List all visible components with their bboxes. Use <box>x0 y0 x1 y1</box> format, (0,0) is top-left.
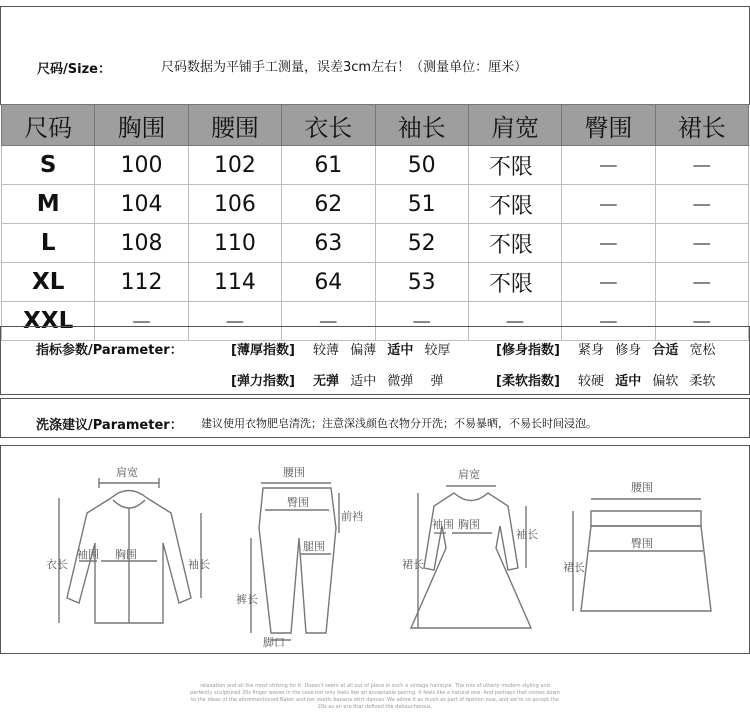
parameters-panel <box>0 326 750 395</box>
jacket-diagram <box>41 458 211 648</box>
cell-size: XXL <box>2 302 95 341</box>
header-skirt-length: 裙长 <box>655 105 748 146</box>
table-row <box>2 224 749 263</box>
cell-hip: － <box>562 146 655 185</box>
cell-chest: － <box>95 302 188 341</box>
pants-hip-label: 臀围 <box>287 496 309 509</box>
cell-chest: 108 <box>95 224 188 263</box>
cell-shoulder: 不限 <box>468 146 561 185</box>
cell-hip: － <box>562 263 655 302</box>
cell-shoulder: 不限 <box>468 185 561 224</box>
cell-skirt-length: － <box>655 302 748 341</box>
table-header-row <box>2 105 749 146</box>
dress-shoulder-label: 肩宽 <box>458 468 480 481</box>
option: 较硬 <box>578 374 605 389</box>
cell-chest: 100 <box>95 146 188 185</box>
option: 弹 <box>430 374 444 389</box>
cell-sleeve: 52 <box>375 224 468 263</box>
header-sleeve: 袖长 <box>375 105 468 146</box>
option: 宽松 <box>689 343 716 358</box>
option-selected: 适中 <box>615 374 642 389</box>
cell-length: － <box>282 302 375 341</box>
cell-size: XL <box>2 263 95 302</box>
skirt-waist-label: 腰围 <box>631 481 653 494</box>
header-chest: 胸围 <box>95 105 188 146</box>
cell-skirt-length: － <box>655 224 748 263</box>
cell-skirt-length: － <box>655 146 748 185</box>
size-note-panel <box>0 6 750 105</box>
dress-sleeve-cuff-label: 袖围 <box>432 518 454 531</box>
dress-chest-label: 胸围 <box>458 518 480 531</box>
option-selected: 无弹 <box>313 374 340 389</box>
pants-length-label: 裤长 <box>236 593 258 606</box>
pants-thigh-label: 腿围 <box>303 540 325 553</box>
cell-size: S <box>2 146 95 185</box>
fit-index-name: [修身指数] <box>496 343 560 358</box>
dress-sleeve-label: 袖长 <box>516 528 538 541</box>
table-row <box>2 263 749 302</box>
header-size: 尺码 <box>2 105 95 146</box>
cell-skirt-length: － <box>655 185 748 224</box>
jacket-chest-label: 胸围 <box>115 548 137 561</box>
cell-chest: 112 <box>95 263 188 302</box>
table-row <box>2 146 749 185</box>
option-selected: 合适 <box>652 343 679 358</box>
header-shoulder: 肩宽 <box>468 105 561 146</box>
cell-length: 63 <box>282 224 375 263</box>
jacket-sleeve-label: 袖长 <box>188 558 210 571</box>
jacket-length-label: 衣长 <box>46 558 68 571</box>
size-table <box>1 104 749 341</box>
jacket-shoulder-label: 肩宽 <box>116 466 138 479</box>
option: 紧身 <box>578 343 605 358</box>
header-length: 衣长 <box>282 105 375 146</box>
pants-waist-label: 腰围 <box>283 466 305 479</box>
table-row <box>2 185 749 224</box>
option-selected: 适中 <box>387 343 414 358</box>
option: 较厚 <box>424 343 451 358</box>
cell-waist: 110 <box>188 224 281 263</box>
cell-shoulder: － <box>468 302 561 341</box>
softness-index-name: [柔软指数] <box>496 374 560 389</box>
thickness-index <box>231 339 458 358</box>
option: 柔软 <box>689 374 716 389</box>
wash-panel <box>0 398 750 438</box>
cell-waist: 106 <box>188 185 281 224</box>
pants-diagram <box>231 458 371 648</box>
cell-sleeve: 50 <box>375 146 468 185</box>
dress-length-label: 裙长 <box>402 558 424 571</box>
skirt-length-label: 裙长 <box>563 561 585 574</box>
cell-sleeve: － <box>375 302 468 341</box>
size-description: 尺码数据为平铺手工测量，误差3cm左右！（测量单位：厘米） <box>161 60 528 75</box>
cell-length: 64 <box>282 263 375 302</box>
skirt-diagram <box>561 471 731 641</box>
softness-index <box>496 370 723 389</box>
cell-waist: 102 <box>188 146 281 185</box>
cell-length: 61 <box>282 146 375 185</box>
dress-diagram <box>396 458 546 648</box>
cell-chest: 104 <box>95 185 188 224</box>
footer-fine-text: relaxation and all the most striking for it. Doesn't seem at all out of place in such a vintage hairstyle. The mix of utterly modern styling and perfectly sculptured 20s finger waves in the case not only feels like an acceptable pairing. It feels like a natural one. And perhaps that comes down to the ideas of the aforementioned Baker and her exotic banana skirt dances. We adore it as much as part of fashion now, and we're so accept the 20s as an era that defined the debaucherous. <box>190 683 560 710</box>
pants-front-rise-label: 前裆 <box>341 510 363 523</box>
wash-instructions: 建议使用衣物肥皂清洗；注意深浅颜色衣物分开洗；不易暴晒，不易长时间浸泡。 <box>201 417 597 430</box>
parameters-title: 指标参数/Parameter： <box>36 343 183 358</box>
cell-waist: － <box>188 302 281 341</box>
wash-title: 洗涤建议/Parameter： <box>36 418 183 433</box>
elasticity-index-name: [弹力指数] <box>231 374 295 389</box>
cell-sleeve: 53 <box>375 263 468 302</box>
cell-skirt-length: － <box>655 263 748 302</box>
option: 偏薄 <box>350 343 377 358</box>
cell-size: M <box>2 185 95 224</box>
cell-size: L <box>2 224 95 263</box>
fit-index <box>496 339 723 358</box>
jacket-sleeve-cuff-label: 袖围 <box>77 548 99 561</box>
thickness-index-name: [薄厚指数] <box>231 343 295 358</box>
skirt-hip-label: 臀围 <box>631 537 653 550</box>
option: 偏软 <box>652 374 679 389</box>
cell-waist: 114 <box>188 263 281 302</box>
cell-hip: － <box>562 302 655 341</box>
cell-sleeve: 51 <box>375 185 468 224</box>
pants-hem-label: 脚口 <box>263 636 285 648</box>
cell-hip: － <box>562 224 655 263</box>
option: 微弹 <box>387 374 414 389</box>
cell-hip: － <box>562 185 655 224</box>
header-hip: 臀围 <box>562 105 655 146</box>
size-label: 尺码/Size： <box>37 62 111 77</box>
header-waist: 腰围 <box>188 105 281 146</box>
cell-shoulder: 不限 <box>468 263 561 302</box>
elasticity-index <box>231 370 451 389</box>
cell-shoulder: 不限 <box>468 224 561 263</box>
option: 适中 <box>350 374 377 389</box>
option: 修身 <box>615 343 642 358</box>
measurement-diagrams-panel <box>0 445 750 654</box>
option: 较薄 <box>313 343 340 358</box>
cell-length: 62 <box>282 185 375 224</box>
